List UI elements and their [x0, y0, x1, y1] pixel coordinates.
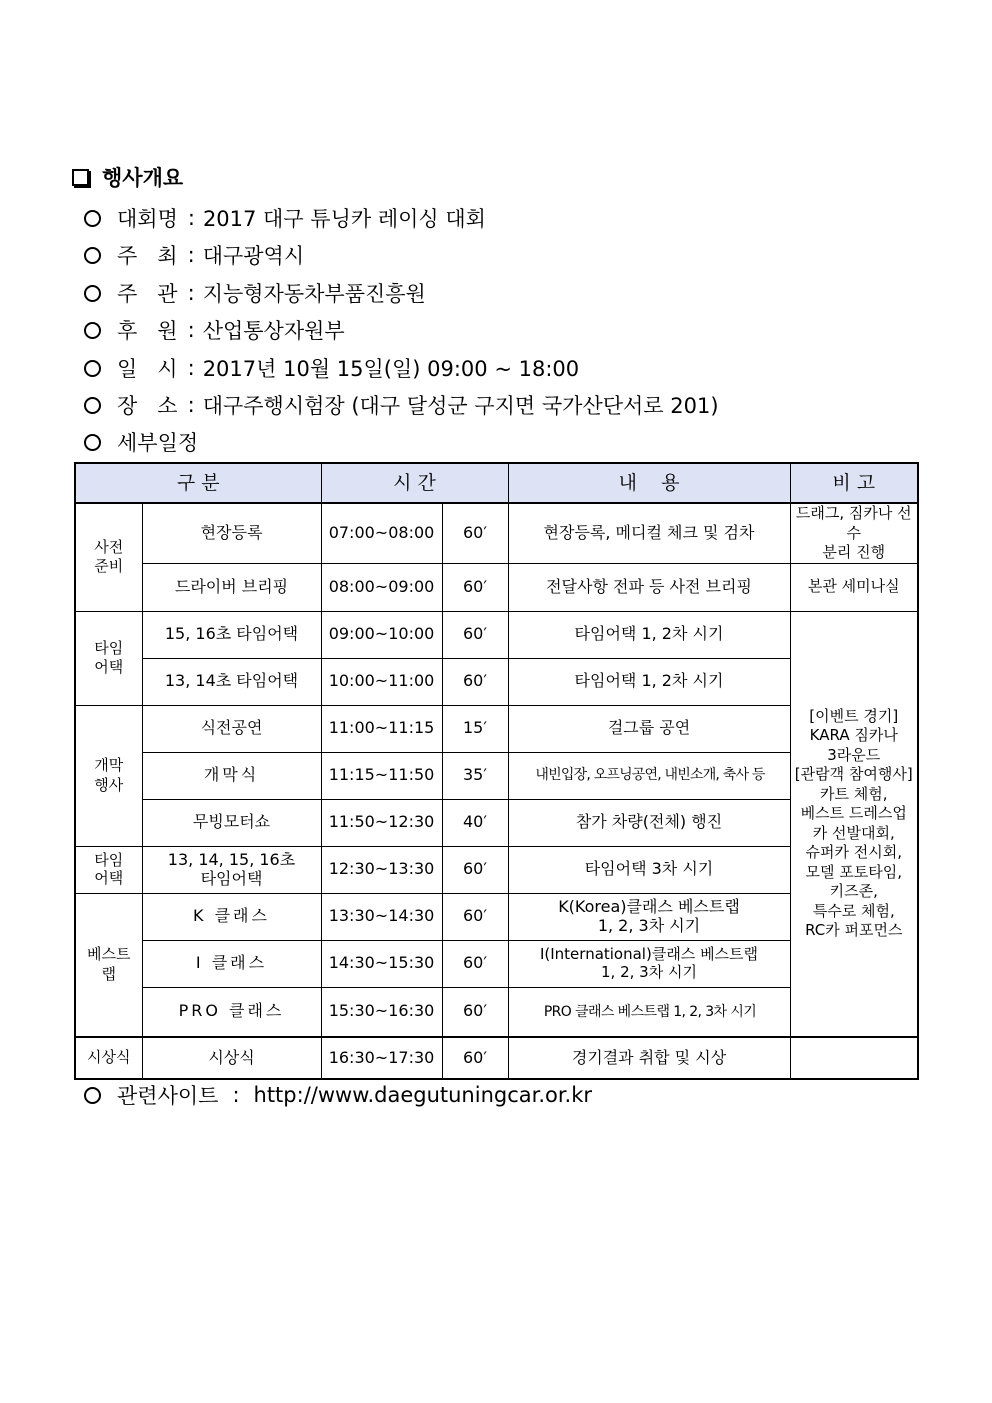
row-item: 드라이버 브리핑	[142, 563, 321, 611]
row-content: 타임어택 3차 시기	[508, 846, 790, 893]
row-item: 무빙모터쇼	[142, 799, 321, 846]
circle-bullet-icon	[84, 397, 101, 414]
circle-bullet-icon	[84, 210, 101, 227]
colon: :	[232, 1083, 240, 1107]
table-row	[75, 503, 918, 563]
overview-item-date	[84, 353, 579, 383]
overview-item-organizer	[84, 278, 426, 308]
table-row	[75, 611, 918, 658]
row-duration: 35′	[442, 752, 508, 799]
square-bullet-icon	[72, 169, 89, 186]
row-time: 07:00~08:00	[321, 503, 442, 563]
section-title	[72, 162, 183, 192]
overview-value: 대구광역시	[202, 244, 305, 268]
related-site-label: 관련사이트	[117, 1084, 219, 1108]
row-item: 13, 14, 15, 16초 타임어택	[142, 846, 321, 893]
note-award	[790, 1037, 918, 1079]
overview-label: 후 원	[117, 319, 178, 343]
row-time: 15:30~16:30	[321, 987, 442, 1037]
group-prep: 사전 준비	[75, 503, 142, 611]
group-best-lap: 베스트랩	[75, 893, 142, 1037]
overview-item-event-name	[84, 203, 486, 233]
overview-value: 지능형자동차부품진흥원	[202, 282, 426, 306]
row-content: 전달사항 전파 등 사전 브리핑	[508, 563, 790, 611]
overview-item-venue	[84, 390, 719, 420]
circle-bullet-icon	[84, 360, 101, 377]
row-duration: 60′	[442, 658, 508, 705]
note-prep-second: 본관 세미나실	[790, 563, 918, 611]
section-title-text: 행사개요	[102, 166, 184, 190]
row-duration: 40′	[442, 799, 508, 846]
overview-item-sponsor	[84, 315, 345, 345]
related-site	[84, 1080, 592, 1110]
colon: :	[187, 206, 195, 230]
colon: :	[187, 243, 195, 267]
overview-value: 2017년 10월 15일(일) 09:00 ~ 18:00	[202, 357, 580, 381]
related-site-url[interactable]: http://www.daegutuningcar.or.kr	[253, 1083, 593, 1107]
overview-item-host	[84, 240, 304, 270]
colon: :	[187, 318, 195, 342]
overview-value: 산업통상자원부	[202, 319, 345, 343]
table-row	[75, 563, 918, 611]
row-content: 걸그룹 공연	[508, 705, 790, 752]
header-category: 구 분	[75, 463, 321, 503]
row-content: PRO 클래스 베스트랩 1, 2, 3차 시기	[508, 987, 790, 1037]
row-content: I(International)클래스 베스트랩 1, 2, 3차 시기	[508, 940, 790, 987]
row-item: I 클래스	[142, 940, 321, 987]
circle-bullet-icon	[84, 1087, 101, 1104]
row-item: 개막식	[142, 752, 321, 799]
schedule-label: 세부일정	[117, 431, 199, 455]
row-content: 경기결과 취합 및 시상	[508, 1037, 790, 1079]
circle-bullet-icon	[84, 247, 101, 264]
header-content: 내 용	[508, 463, 790, 503]
header-note: 비 고	[790, 463, 918, 503]
colon: :	[187, 281, 195, 305]
row-duration: 60′	[442, 987, 508, 1037]
schedule-heading	[84, 427, 198, 457]
row-content: K(Korea)클래스 베스트랩 1, 2, 3차 시기	[508, 893, 790, 940]
circle-bullet-icon	[84, 434, 101, 451]
row-content: 타임어택 1, 2차 시기	[508, 611, 790, 658]
row-item: PRO 클래스	[142, 987, 321, 1037]
group-opening: 개막 행사	[75, 705, 142, 846]
overview-label: 대회명	[117, 207, 178, 231]
row-time: 12:30~13:30	[321, 846, 442, 893]
row-item: 13, 14초 타임어택	[142, 658, 321, 705]
group-time-attack: 타임 어택	[75, 611, 142, 705]
overview-label: 주 관	[117, 282, 178, 306]
schedule-table	[74, 462, 919, 1080]
overview-value: 2017 대구 튜닝카 레이싱 대회	[202, 207, 486, 231]
table-header-row	[75, 463, 918, 503]
row-content: 내빈입장, 오프닝공연, 내빈소개, 축사 등	[508, 752, 790, 799]
row-time: 10:00~11:00	[321, 658, 442, 705]
row-duration: 60′	[442, 503, 508, 563]
overview-label: 주 최	[117, 244, 178, 268]
row-item: 시상식	[142, 1037, 321, 1079]
row-duration: 60′	[442, 846, 508, 893]
circle-bullet-icon	[84, 285, 101, 302]
row-duration: 15′	[442, 705, 508, 752]
colon: :	[187, 393, 195, 417]
group-award: 시상식	[75, 1037, 142, 1079]
row-duration: 60′	[442, 1037, 508, 1079]
note-prep-first: 드래그, 짐카나 선수 분리 진행	[790, 503, 918, 563]
table-row	[75, 1037, 918, 1079]
row-time: 13:30~14:30	[321, 893, 442, 940]
colon: :	[187, 356, 195, 380]
overview-label: 일 시	[117, 357, 178, 381]
row-time: 11:50~12:30	[321, 799, 442, 846]
row-duration: 60′	[442, 563, 508, 611]
row-duration: 60′	[442, 940, 508, 987]
row-content: 참가 차량(전체) 행진	[508, 799, 790, 846]
row-time: 14:30~15:30	[321, 940, 442, 987]
group-time-attack-final: 타임 어택	[75, 846, 142, 893]
row-content: 타임어택 1, 2차 시기	[508, 658, 790, 705]
row-time: 16:30~17:30	[321, 1037, 442, 1079]
overview-value: 대구주행시험장 (대구 달성군 구지면 국가산단서로 201)	[202, 394, 719, 418]
circle-bullet-icon	[84, 322, 101, 339]
row-item: 식전공연	[142, 705, 321, 752]
header-time: 시 간	[321, 463, 508, 503]
row-time: 11:15~11:50	[321, 752, 442, 799]
note-events: [이벤트 경기] KARA 짐카나 3라운드 [관람객 참여행사] 카트 체험, 베스트 드레스업 카 선발대회, 슈퍼카 전시회, 모델 포토타임, 키즈존, 특수로 체험, RC카 퍼포먼스	[790, 611, 918, 1037]
row-item: 15, 16초 타임어택	[142, 611, 321, 658]
row-content: 현장등록, 메디컬 체크 및 검차	[508, 503, 790, 563]
row-time: 08:00~09:00	[321, 563, 442, 611]
row-duration: 60′	[442, 893, 508, 940]
row-time: 11:00~11:15	[321, 705, 442, 752]
row-item: K 클래스	[142, 893, 321, 940]
row-item: 현장등록	[142, 503, 321, 563]
row-duration: 60′	[442, 611, 508, 658]
row-time: 09:00~10:00	[321, 611, 442, 658]
overview-label: 장 소	[117, 394, 178, 418]
